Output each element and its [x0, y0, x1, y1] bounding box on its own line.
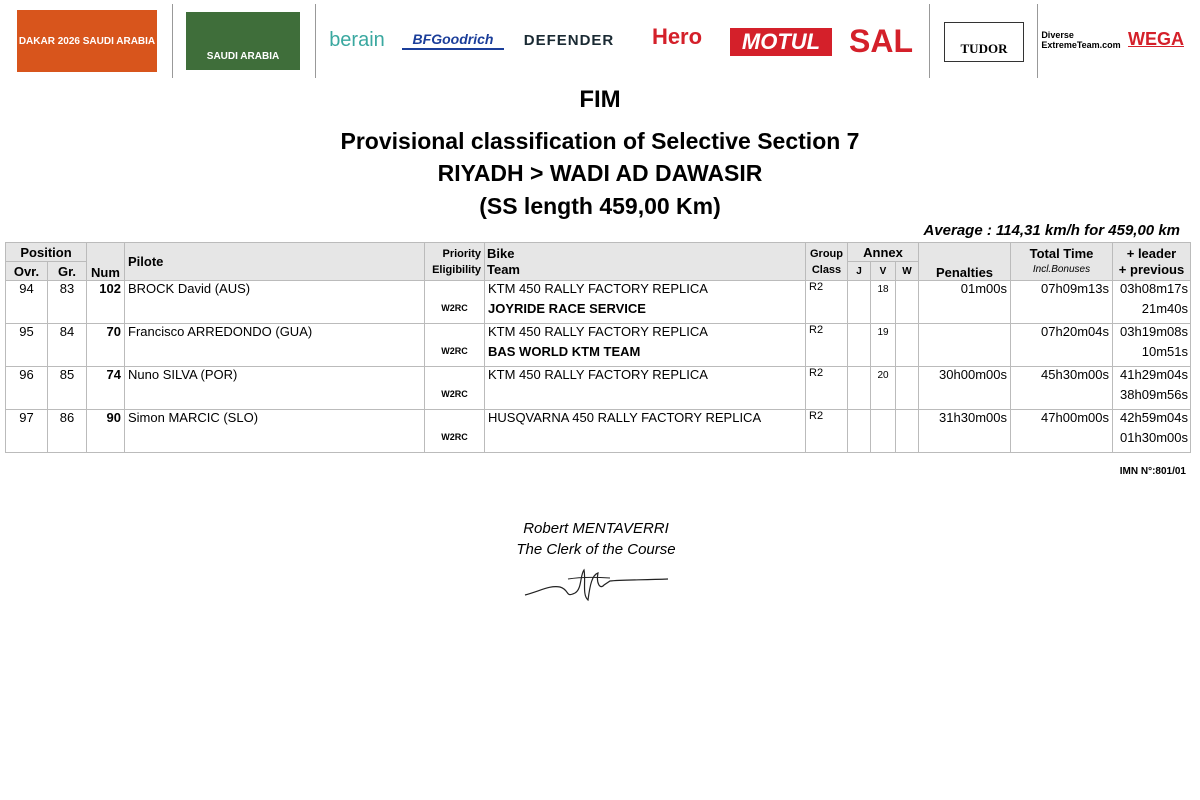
penalties	[919, 324, 1011, 367]
annex-j	[848, 324, 871, 367]
org-title: FIM	[579, 86, 621, 113]
eligibility: W2RC	[425, 410, 485, 453]
total-time: 45h30m00s	[1011, 367, 1113, 410]
table-row	[6, 367, 1191, 410]
total-time: 47h00m00s	[1011, 410, 1113, 453]
eligibility: W2RC	[425, 367, 485, 410]
col-w: W	[896, 262, 919, 281]
berain-logo: berain	[329, 28, 385, 51]
gr: 85	[48, 367, 87, 410]
total-time: 07h20m04s	[1011, 324, 1113, 367]
pilote: Simon MARCIC (SLO)	[125, 410, 425, 453]
ovr: 96	[6, 367, 48, 410]
col-total: Total Time Incl.Bonuses	[1011, 243, 1113, 281]
class: R2	[806, 281, 848, 324]
tudor-logo: TUDOR	[944, 22, 1024, 62]
clerk-title: The Clerk of the Course	[516, 541, 676, 558]
ss-length: (SS length 459,00 Km)	[479, 193, 721, 219]
gr: 83	[48, 281, 87, 324]
gap: 41h29m04s 38h09m56s	[1113, 367, 1191, 410]
classification-table	[5, 242, 1191, 453]
eligibility: W2RC	[425, 281, 485, 324]
imn-number: IMN N°:801/01	[1119, 466, 1186, 477]
hero-logo: Hero	[651, 24, 703, 49]
gr: 84	[48, 324, 87, 367]
class: R2	[806, 367, 848, 410]
gap: 42h59m04s 01h30m00s	[1113, 410, 1191, 453]
annex-j	[848, 410, 871, 453]
gap: 03h19m08s 10m51s	[1113, 324, 1191, 367]
pilote: Francisco ARREDONDO (GUA)	[125, 324, 425, 367]
table-row	[6, 281, 1191, 324]
ovr: 94	[6, 281, 48, 324]
annex-j	[848, 367, 871, 410]
table-row	[6, 324, 1191, 367]
pilote: BROCK David (AUS)	[125, 281, 425, 324]
class: R2	[806, 410, 848, 453]
average-speed: Average : 114,31 km/h for 459,00 km	[923, 222, 1180, 239]
bike-team: KTM 450 RALLY FACTORY REPLICA JOYRIDE RACE SERVICE	[485, 281, 806, 324]
col-priority: Priority Eligibility	[425, 243, 485, 281]
route: RIYADH > WADI AD DAWASIR	[437, 160, 763, 186]
table-row	[6, 410, 1191, 453]
bike-team: HUSQVARNA 450 RALLY FACTORY REPLICA	[485, 410, 806, 453]
num: 102	[87, 281, 125, 324]
num: 90	[87, 410, 125, 453]
eligibility: W2RC	[425, 324, 485, 367]
saudi-arabia-logo: SAUDI ARABIA	[186, 12, 300, 70]
dakar-saudi-logo: DAKAR 2026 SAUDI ARABIA	[17, 10, 157, 72]
annex-j	[848, 281, 871, 324]
clerk-name: Robert MENTAVERRI	[523, 520, 669, 537]
annex-v: 20	[871, 367, 896, 410]
col-bike-team: Bike Team	[485, 243, 806, 281]
annex-w	[896, 367, 919, 410]
annex-v: 19	[871, 324, 896, 367]
diverse-logo: Diverse ExtremeTeam.com	[1041, 30, 1121, 50]
wega-logo: WEGA	[1128, 28, 1184, 49]
col-v: V	[871, 262, 896, 281]
pilote: Nuno SILVA (POR)	[125, 367, 425, 410]
col-leader: + leader + previous	[1113, 243, 1191, 281]
annex-w	[896, 324, 919, 367]
col-penalties: Penalties	[919, 243, 1011, 281]
bike-team: KTM 450 RALLY FACTORY REPLICA	[485, 367, 806, 410]
annex-v	[871, 410, 896, 453]
num: 74	[87, 367, 125, 410]
col-ovr: Ovr.	[6, 262, 48, 281]
penalties: 01m00s	[919, 281, 1011, 324]
annex-w	[896, 410, 919, 453]
ovr: 95	[6, 324, 48, 367]
num: 70	[87, 324, 125, 367]
col-j: J	[848, 262, 871, 281]
defender-logo: DEFENDER	[523, 31, 615, 49]
col-gr: Gr.	[48, 262, 87, 281]
col-annex: Annex	[848, 243, 919, 262]
sal-logo: SAL	[849, 22, 913, 59]
col-position: Position	[6, 243, 87, 262]
annex-v: 18	[871, 281, 896, 324]
col-num: Num	[87, 243, 125, 281]
col-group: Group Class	[806, 243, 848, 281]
annex-w	[896, 281, 919, 324]
signature-icon	[520, 565, 670, 605]
total-time: 07h09m13s	[1011, 281, 1113, 324]
motul-logo: MOTUL	[730, 28, 832, 56]
bfgoodrich-logo: BFGoodrich	[402, 30, 504, 50]
penalties: 30h00m00s	[919, 367, 1011, 410]
page-title: Provisional classification of Selective Section 7	[340, 128, 860, 154]
gap: 03h08m17s 21m40s	[1113, 281, 1191, 324]
col-pilote: Pilote	[125, 243, 425, 281]
ovr: 97	[6, 410, 48, 453]
penalties: 31h30m00s	[919, 410, 1011, 453]
bike-team: KTM 450 RALLY FACTORY REPLICA BAS WORLD KTM TEAM	[485, 324, 806, 367]
gr: 86	[48, 410, 87, 453]
class: R2	[806, 324, 848, 367]
